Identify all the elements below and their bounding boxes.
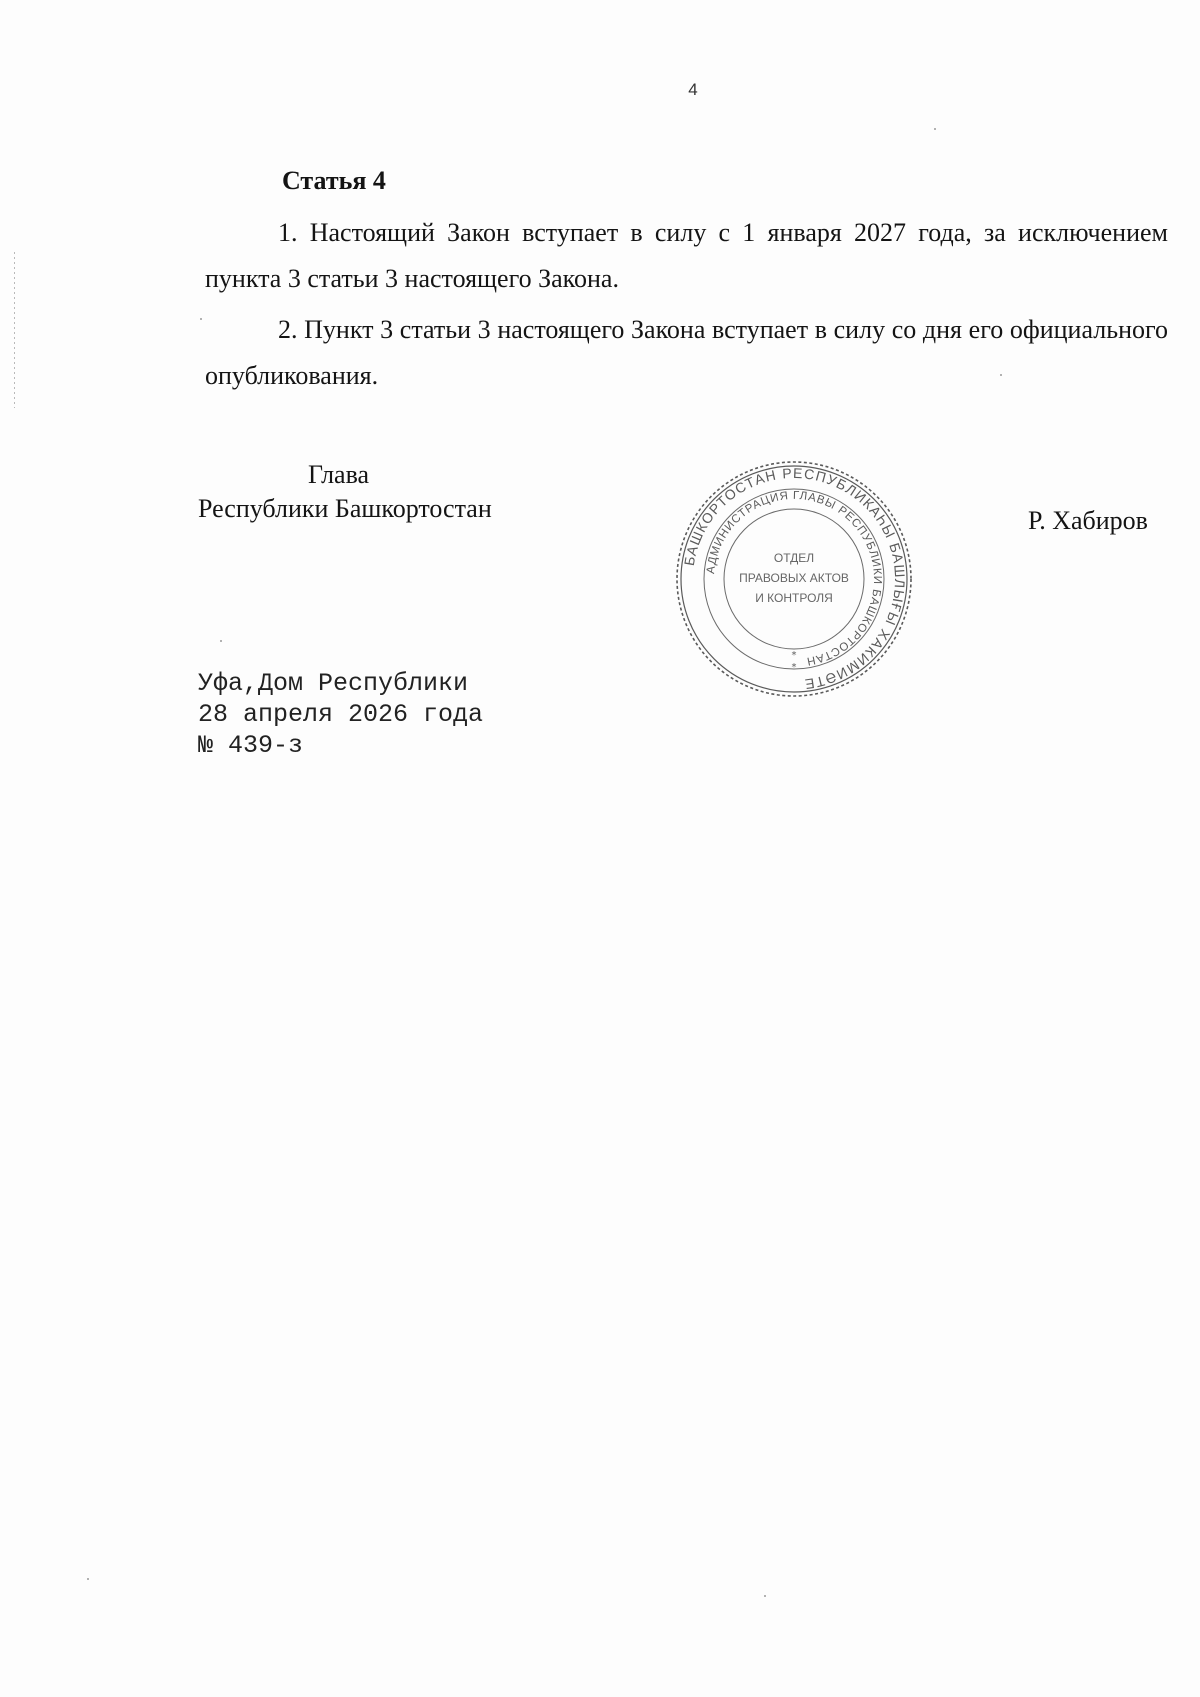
place-text: Уфа,Дом Республики	[198, 669, 469, 698]
article-paragraph-2: 2. Пункт 3 статьи 3 настоящего Закона вступает в силу со дня его официального опубликования.	[205, 315, 1168, 390]
article-paragraph-1: 1. Настоящий Закон вступает в силу с 1 января 2027 года, за исключением пункта 3 статьи 3 настоящего Закона.	[205, 218, 1168, 293]
stamp-outer-text: БАШКОРТОСТАН РЕСПУБЛИКАҺЫ БАШЛЫҒЫ ХАКИМИӘТЕ	[680, 464, 909, 693]
stamp-center-line-1: ОТДЕЛ	[773, 551, 815, 565]
signature-organization: Республики Башкортостан	[198, 494, 492, 523]
stamp-inner-text: АДМИНИСТРАЦИЯ ГЛАВЫ РЕСПУБЛИКИ БАШКОРТОСТАН	[705, 489, 884, 668]
scan-speck	[200, 318, 202, 320]
page-number: 4	[688, 80, 698, 99]
scan-speck	[1000, 374, 1002, 376]
stamp-center-line-3: И КОНТРОЛЯ	[755, 591, 833, 605]
stamp-center-line-2: ПРАВОВЫХ АКТОВ	[739, 571, 849, 585]
stamp-star-top: *	[791, 650, 797, 661]
scan-speck	[764, 1595, 766, 1597]
date-text: 28 апреля 2026 года	[198, 700, 484, 729]
place-date-block	[198, 668, 483, 761]
scan-speck	[934, 128, 936, 130]
scan-speck	[220, 640, 222, 642]
law-number: № 439-з	[198, 731, 304, 760]
article-title: Статья 4	[282, 166, 386, 195]
scan-speck	[87, 1578, 89, 1580]
official-stamp	[673, 458, 915, 700]
scan-edge-mark	[14, 252, 15, 408]
signature-role: Глава	[308, 460, 370, 489]
stamp-star-bottom: *	[791, 662, 797, 673]
signature-block	[198, 458, 492, 526]
signatory-name: Р. Хабиров	[1028, 506, 1148, 535]
stamp-seal-icon	[673, 458, 915, 700]
